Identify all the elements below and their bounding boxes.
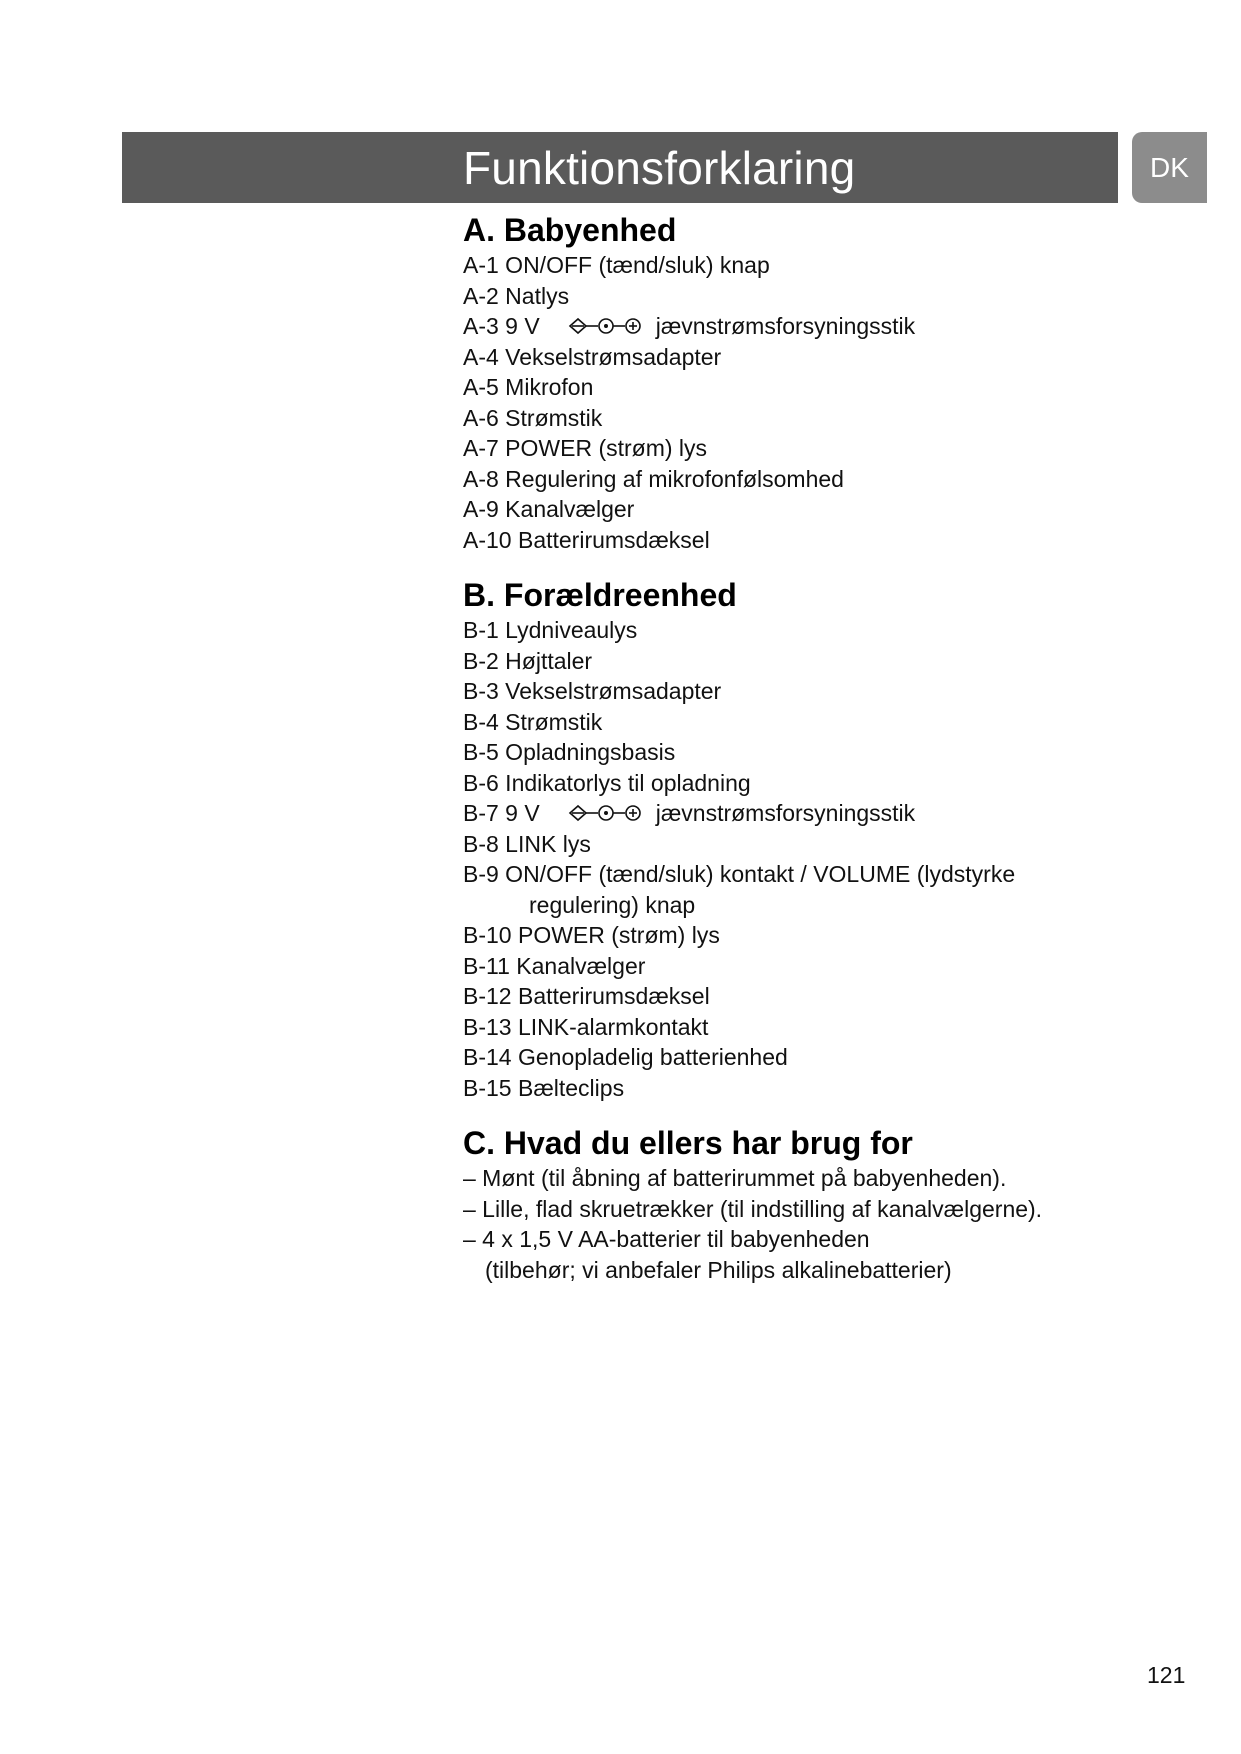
section-heading: A. Babyenhed [463, 212, 677, 248]
list-item [463, 311, 1183, 342]
list-item: B-10 POWER (strøm) lys [463, 922, 720, 948]
list-item: B-2 Højttaler [463, 647, 593, 674]
list-item: B-6 Indikatorlys til opladning [463, 769, 751, 796]
list-item: B-15 Bælteclips [463, 1074, 625, 1101]
list-item: A-2 Natlys [463, 282, 570, 309]
list-item-suffix: jævnstrømsforsyningsstik [655, 313, 916, 339]
list-item: B-5 Opladningsbasis [463, 739, 676, 765]
section-heading: B. Forældreenhed [463, 577, 737, 613]
list-item-label: A-3 9 V [463, 313, 540, 339]
list-item [463, 798, 1183, 829]
list-item: A-1 ON/OFF (tænd/sluk) knap [463, 252, 770, 278]
list-item: A-9 Kanalvælger [463, 496, 635, 522]
list-item: B-3 Vekselstrømsadapter [463, 678, 722, 704]
list-item: – Lille, flad skruetrækker (til indstilling af kanalvælgerne). [463, 1195, 1043, 1222]
list-item-continuation: (tilbehør; vi anbefaler Philips alkalinebatterier) [485, 1256, 952, 1283]
item-list [463, 250, 1183, 555]
language-tab: DK [1132, 132, 1207, 203]
page-number: 121 [1147, 1662, 1186, 1688]
list-item: B-1 Lydniveaulys [463, 617, 638, 643]
list-item: B-8 LINK lys [463, 830, 591, 857]
content [463, 210, 1183, 1305]
list-item: B-14 Genopladelig batterienhed [463, 1044, 788, 1070]
list-item-suffix: jævnstrømsforsyningsstik [655, 800, 916, 826]
list-item: B-11 Kanalvælger [463, 952, 646, 979]
item-list [463, 1163, 1183, 1285]
list-item: B-12 Batterirumsdæksel [463, 983, 710, 1009]
section-babyenhed [463, 210, 1183, 555]
list-item: B-4 Strømstik [463, 708, 603, 735]
list-item: – 4 x 1,5 V AA-batterier til babyenheden [463, 1226, 870, 1252]
list-item: A-7 POWER (strøm) lys [463, 435, 708, 461]
dc-polarity-icon [568, 315, 648, 337]
list-item: A-5 Mikrofon [463, 374, 594, 400]
list-item-label: B-7 9 V [463, 800, 540, 826]
section-hvad-du-ellers [463, 1123, 1183, 1285]
list-item: A-4 Vekselstrømsadapter [463, 343, 722, 370]
list-item-continuation: regulering) knap [529, 891, 696, 918]
list-item: B-9 ON/OFF (tænd/sluk) kontakt / VOLUME (lydstyrke [463, 861, 1016, 887]
list-item: – Mønt (til åbning af batterirummet på babyenheden). [463, 1165, 1007, 1191]
page-title: Funktionsforklaring [463, 142, 856, 194]
section-foraeldreenhed [463, 575, 1183, 1103]
dc-polarity-icon [568, 802, 648, 824]
section-heading: C. Hvad du ellers har brug for [463, 1125, 913, 1161]
list-item: A-10 Batterirumsdæksel [463, 526, 710, 553]
list-item: A-6 Strømstik [463, 404, 603, 431]
list-item: A-8 Regulering af mikrofonfølsomhed [463, 465, 844, 492]
item-list [463, 615, 1183, 1103]
list-item: B-13 LINK-alarmkontakt [463, 1013, 709, 1040]
